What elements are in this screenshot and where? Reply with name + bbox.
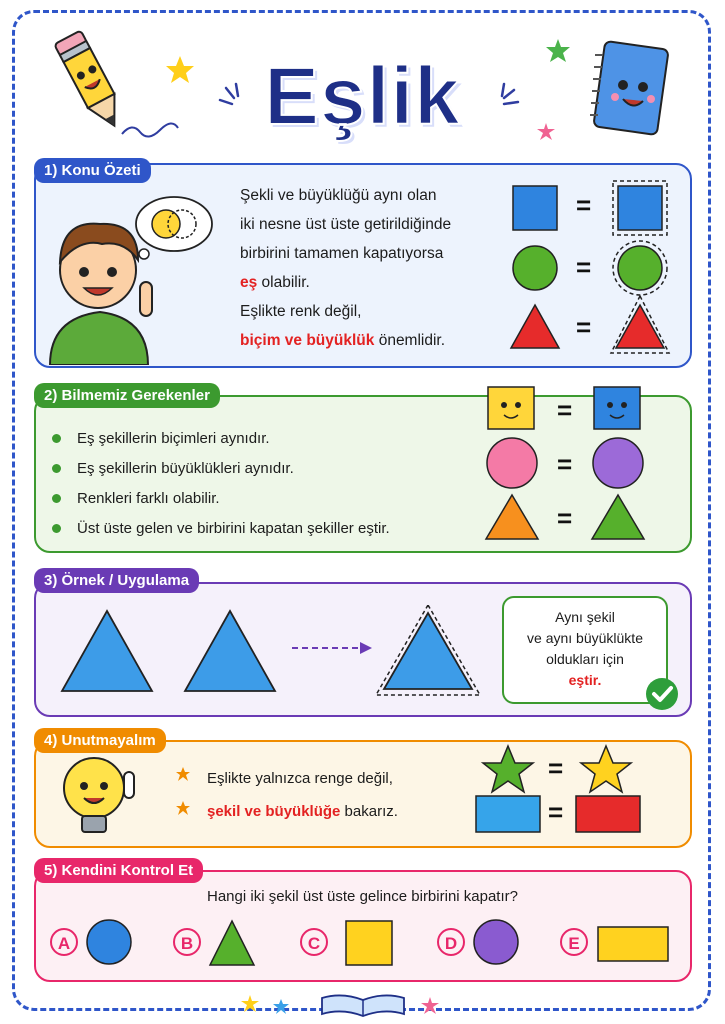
s2-bullet-4 — [52, 520, 390, 537]
bullet-dot-icon — [52, 464, 61, 473]
s5-question: Hangi iki şekil üst üste gelince birbirini kapatır? — [207, 888, 518, 905]
s4-line-2-rest: bakarız. — [340, 803, 398, 820]
s1-line-6 — [240, 327, 445, 355]
thought-bubble-icon — [130, 192, 215, 264]
orange-triangle — [486, 495, 538, 539]
green-circle — [513, 246, 557, 290]
section-2-heading: 2) Bilmemiz Gerekenler — [34, 383, 220, 408]
s2-equals-3: = — [557, 503, 573, 533]
s3-note-line-2: ve aynı büyüklükte — [527, 630, 643, 646]
green-circle-match — [618, 246, 662, 290]
green-star — [483, 746, 533, 792]
arrow-icon — [360, 642, 372, 654]
orange-star-bullet-icon — [176, 801, 190, 815]
s1-equals-1: = — [576, 190, 592, 220]
section-3-heading: 3) Örnek / Uygulama — [34, 568, 199, 593]
option-a-blue-circle[interactable] — [85, 918, 135, 968]
option-e-label[interactable]: E — [560, 928, 588, 956]
bullet-dot-icon — [52, 524, 61, 533]
green-triangle — [592, 495, 644, 539]
checkmark-icon — [644, 676, 680, 712]
yellow-face-square — [488, 387, 534, 429]
blue-triangle-1 — [62, 611, 152, 691]
s3-note-line-3: oldukları için — [546, 651, 624, 667]
s4-line-2 — [207, 798, 398, 826]
blue-triangle-overlay — [384, 613, 472, 689]
blue-triangle-2 — [185, 611, 275, 691]
s1-line-1: Şekli ve büyüklüğü aynı olan — [240, 187, 437, 204]
s1-highlight-bicim: biçim ve büyüklük — [240, 332, 375, 349]
s2-equals-1: = — [557, 395, 573, 425]
blue-rectangle — [476, 796, 540, 832]
bullet-dot-icon — [52, 494, 61, 503]
s2-shapes-figure — [480, 383, 680, 548]
s1-line-2: iki nesne üst üste getirildiğinde — [240, 216, 452, 233]
s2-bullet-1-text: Eş şekillerin biçimleri aynıdır. — [77, 430, 270, 447]
option-b-label[interactable]: B — [173, 928, 201, 956]
option-d-purple-circle[interactable] — [472, 918, 522, 968]
option-e-yellow-rectangle[interactable] — [595, 924, 671, 964]
red-rectangle — [576, 796, 640, 832]
s2-bullet-1 — [52, 430, 270, 447]
s4-equals-2: = — [548, 797, 564, 827]
section-1-heading: 1) Konu Özeti — [34, 158, 151, 183]
s1-line-6-rest: önemlidir. — [374, 332, 446, 349]
option-c-label[interactable]: C — [300, 928, 328, 956]
section-5-heading: 5) Kendini Kontrol Et — [34, 858, 203, 883]
s1-line-4 — [240, 269, 310, 297]
option-a-label[interactable]: A — [50, 928, 78, 956]
open-book-icon — [318, 990, 408, 1018]
option-c-yellow-square[interactable] — [343, 918, 395, 968]
s2-bullet-2 — [52, 460, 294, 477]
s3-note-highlight: eştir. — [568, 672, 602, 688]
s2-bullet-2-text: Eş şekillerin büyüklükleri aynıdır. — [77, 460, 294, 477]
orange-star-bullet-icon — [176, 767, 190, 781]
s4-highlight: şekil ve büyüklüğe — [207, 803, 341, 820]
lightbulb-mascot-icon — [52, 752, 152, 842]
yellow-star — [581, 746, 631, 792]
page-title: Eşlik — [264, 51, 461, 142]
star-icon — [420, 996, 440, 1016]
s2-bullet-4-text: Üst üste gelen ve birbirini kapatan şekiller eştir. — [77, 520, 390, 537]
star-icon — [272, 998, 290, 1016]
s2-bullet-3 — [52, 490, 220, 507]
option-d-label[interactable]: D — [437, 928, 465, 956]
red-triangle — [511, 305, 559, 348]
s1-line-5: Eşlikte renk değil, — [240, 303, 362, 320]
s1-line-4-rest: olabilir. — [257, 274, 310, 291]
s4-shapes-figure — [470, 742, 670, 840]
s4-equals-1: = — [548, 753, 564, 783]
blue-square — [513, 186, 557, 230]
blue-square-match — [618, 186, 662, 230]
s1-equals-3: = — [576, 312, 592, 342]
bullet-dot-icon — [52, 434, 61, 443]
s1-highlight-es: eş — [240, 274, 258, 291]
purple-circle — [593, 438, 643, 488]
red-triangle-match — [616, 305, 664, 348]
s4-line-1: Eşlikte yalnızca renge değil, — [207, 770, 393, 787]
s2-bullet-3-text: Renkleri farklı olabilir. — [77, 490, 220, 507]
s3-example-figure — [60, 605, 490, 700]
s3-note-line-1: Aynı şekil — [555, 609, 615, 625]
s1-line-3: birbirini tamamen kapatıyorsa — [240, 245, 444, 262]
pink-circle — [487, 438, 537, 488]
s2-equals-2: = — [557, 449, 573, 479]
section-4-heading: 4) Unutmayalım — [34, 728, 166, 753]
blue-face-square — [594, 387, 640, 429]
s1-equals-2: = — [576, 252, 592, 282]
star-icon — [240, 994, 260, 1014]
option-b-green-triangle[interactable] — [206, 917, 258, 969]
